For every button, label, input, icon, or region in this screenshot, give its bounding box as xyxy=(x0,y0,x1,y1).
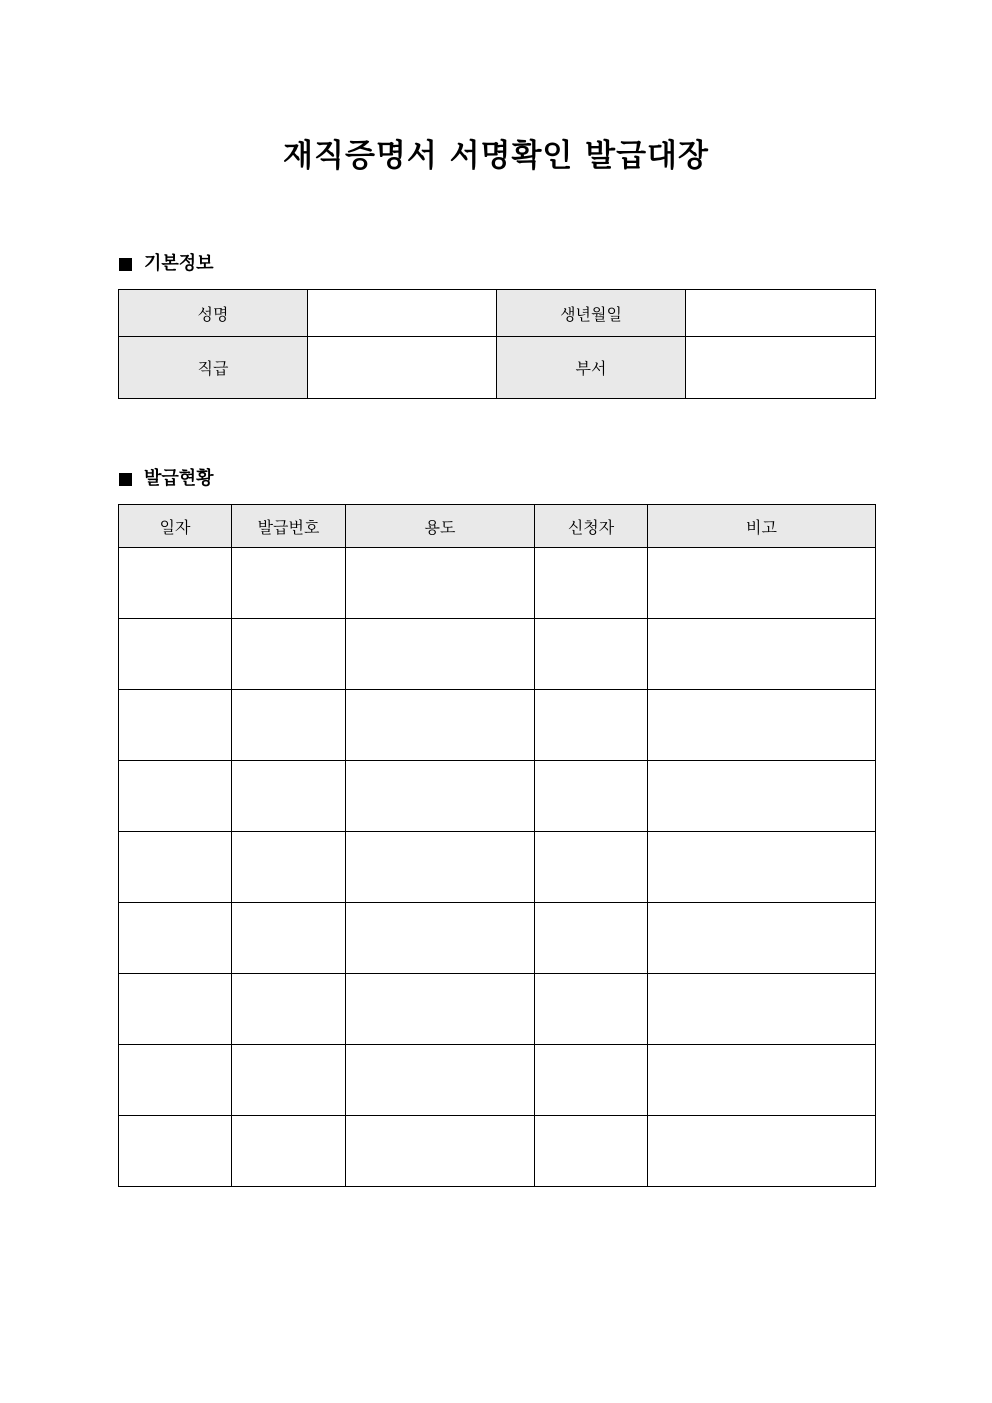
table-row xyxy=(119,832,876,903)
issue-number-cell[interactable] xyxy=(232,1116,346,1187)
column-header-purpose: 용도 xyxy=(346,505,535,548)
remarks-cell[interactable] xyxy=(648,832,876,903)
purpose-cell[interactable] xyxy=(346,619,535,690)
purpose-cell[interactable] xyxy=(346,1045,535,1116)
applicant-cell[interactable] xyxy=(535,832,648,903)
remarks-cell[interactable] xyxy=(648,974,876,1045)
applicant-cell[interactable] xyxy=(535,1045,648,1116)
date-cell[interactable] xyxy=(119,974,232,1045)
remarks-cell[interactable] xyxy=(648,1045,876,1116)
issue-number-cell[interactable] xyxy=(232,974,346,1045)
applicant-cell[interactable] xyxy=(535,619,648,690)
applicant-cell[interactable] xyxy=(535,690,648,761)
date-cell[interactable] xyxy=(119,619,232,690)
position-label: 직급 xyxy=(119,337,308,399)
issue-number-cell[interactable] xyxy=(232,619,346,690)
remarks-cell[interactable] xyxy=(648,548,876,619)
name-field[interactable] xyxy=(308,290,497,337)
date-cell[interactable] xyxy=(119,1116,232,1187)
column-header-issue-number: 발급번호 xyxy=(232,505,346,548)
basic-info-heading xyxy=(119,252,214,276)
basic-info-heading-label: 기본정보 xyxy=(144,253,214,274)
date-cell[interactable] xyxy=(119,903,232,974)
table-row xyxy=(119,548,876,619)
applicant-cell[interactable] xyxy=(535,761,648,832)
department-label: 부서 xyxy=(497,337,686,399)
position-field[interactable] xyxy=(308,337,497,399)
table-row xyxy=(119,1045,876,1116)
issuance-table xyxy=(118,504,876,1187)
remarks-cell[interactable] xyxy=(648,690,876,761)
table-row xyxy=(119,903,876,974)
issue-number-cell[interactable] xyxy=(232,832,346,903)
purpose-cell[interactable] xyxy=(346,832,535,903)
issue-number-cell[interactable] xyxy=(232,690,346,761)
remarks-cell[interactable] xyxy=(648,619,876,690)
purpose-cell[interactable] xyxy=(346,1116,535,1187)
column-header-applicant: 신청자 xyxy=(535,505,648,548)
issue-number-cell[interactable] xyxy=(232,761,346,832)
name-label: 성명 xyxy=(119,290,308,337)
applicant-cell[interactable] xyxy=(535,548,648,619)
purpose-cell[interactable] xyxy=(346,974,535,1045)
issue-number-cell[interactable] xyxy=(232,548,346,619)
date-cell[interactable] xyxy=(119,1045,232,1116)
basic-info-table xyxy=(118,289,876,399)
date-cell[interactable] xyxy=(119,832,232,903)
column-header-remarks: 비고 xyxy=(648,505,876,548)
column-header-date: 일자 xyxy=(119,505,232,548)
table-row xyxy=(119,761,876,832)
remarks-cell[interactable] xyxy=(648,761,876,832)
purpose-cell[interactable] xyxy=(346,548,535,619)
table-row xyxy=(119,1116,876,1187)
applicant-cell[interactable] xyxy=(535,1116,648,1187)
document-title: 재직증명서 서명확인 발급대장 xyxy=(283,138,709,174)
table-row xyxy=(119,974,876,1045)
purpose-cell[interactable] xyxy=(346,761,535,832)
birthdate-label: 생년월일 xyxy=(497,290,686,337)
table-row xyxy=(119,690,876,761)
issuance-heading-label: 발급현황 xyxy=(144,468,214,489)
square-bullet-icon xyxy=(119,473,132,486)
remarks-cell[interactable] xyxy=(648,903,876,974)
issuance-heading xyxy=(119,467,214,491)
issuance-header-row xyxy=(119,505,876,548)
date-cell[interactable] xyxy=(119,761,232,832)
department-field[interactable] xyxy=(686,337,876,399)
purpose-cell[interactable] xyxy=(346,690,535,761)
purpose-cell[interactable] xyxy=(346,903,535,974)
date-cell[interactable] xyxy=(119,690,232,761)
table-row xyxy=(119,619,876,690)
remarks-cell[interactable] xyxy=(648,1116,876,1187)
issue-number-cell[interactable] xyxy=(232,903,346,974)
applicant-cell[interactable] xyxy=(535,903,648,974)
date-cell[interactable] xyxy=(119,548,232,619)
square-bullet-icon xyxy=(119,258,132,271)
applicant-cell[interactable] xyxy=(535,974,648,1045)
issue-number-cell[interactable] xyxy=(232,1045,346,1116)
birthdate-field[interactable] xyxy=(686,290,876,337)
